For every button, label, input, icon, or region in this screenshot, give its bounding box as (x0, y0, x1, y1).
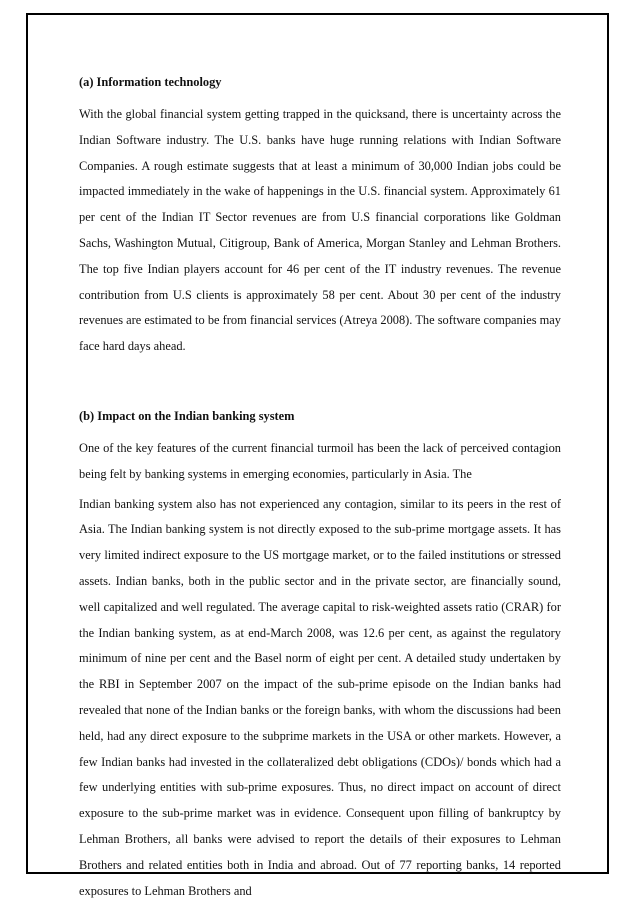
section-b-heading: (b) Impact on the Indian banking system (79, 408, 295, 423)
section-a-paragraph: With the global financial system getting trapped in the quicksand, there is uncertainty across the Indian Software industry. The U.S. banks have huge running relations with Indian Software Companies. A rough estimate suggests that at least a minimum of 30,000 Indian jobs could be impacted immediately in the wake of happenings in the U.S. financial system. Approximately 61 per cent of the Indian IT Sector revenues are from U.S financial corporations like Goldman Sachs, Washington Mutual, Citigroup, Bank of America, Morgan Stanley and Lehman Brothers. The top five Indian players account for 46 per cent of the IT industry revenues. The revenue contribution from U.S clients is approximately 58 per cent. About 30 per cent of the industry revenues are estimated to be from financial services (Atreya 2008). The software companies may face hard days ahead. (79, 107, 561, 354)
section-indian-banking-system (79, 406, 561, 904)
section-information-technology (79, 72, 561, 360)
section-b-paragraph-2: Indian banking system also has not experienced any contagion, similar to its peers in the rest of Asia. The Indian banking system is not directly exposed to the sub-prime mortgage assets. It has very limited indirect exposure to the US mortgage market, or to the failed institutions or stressed assets. Indian banks, both in the public sector and in the private sector, are financially sound, well capitalized and well regulated. The average capital to risk-weighted assets ratio (CRAR) for the Indian banking system, as at end-March 2008, was 12.6 per cent, as against the regulatory minimum of nine per cent and the Basel norm of eight per cent. A detailed study undertaken by the RBI in September 2007 on the impact of the sub-prime episode on the Indian banks had revealed that none of the Indian banks or the foreign banks, with whom the discussions had been held, had any direct exposure to the subprime markets in the USA or other markets. However, a few Indian banks had invested in the collateralized debt obligations (CDOs)/ bonds which had a few underlying entities with sub-prime exposures. Thus, no direct impact on account of direct exposure to the sub-prime market was in evidence. Consequent upon filling of bankruptcy by Lehman Brothers, all banks were advised to report the details of their exposures to Lehman Brothers and related entities both in India and abroad. Out of 77 reporting banks, 14 reported exposures to Lehman Brothers and (79, 496, 561, 898)
section-b-paragraph-1: One of the key features of the current financial turmoil has been the lack of perceived contagion being felt by banking systems in emerging economies, particularly in Asia. The (79, 440, 561, 481)
document-body (79, 72, 561, 904)
section-a-heading: (a) Information technology (79, 75, 222, 89)
